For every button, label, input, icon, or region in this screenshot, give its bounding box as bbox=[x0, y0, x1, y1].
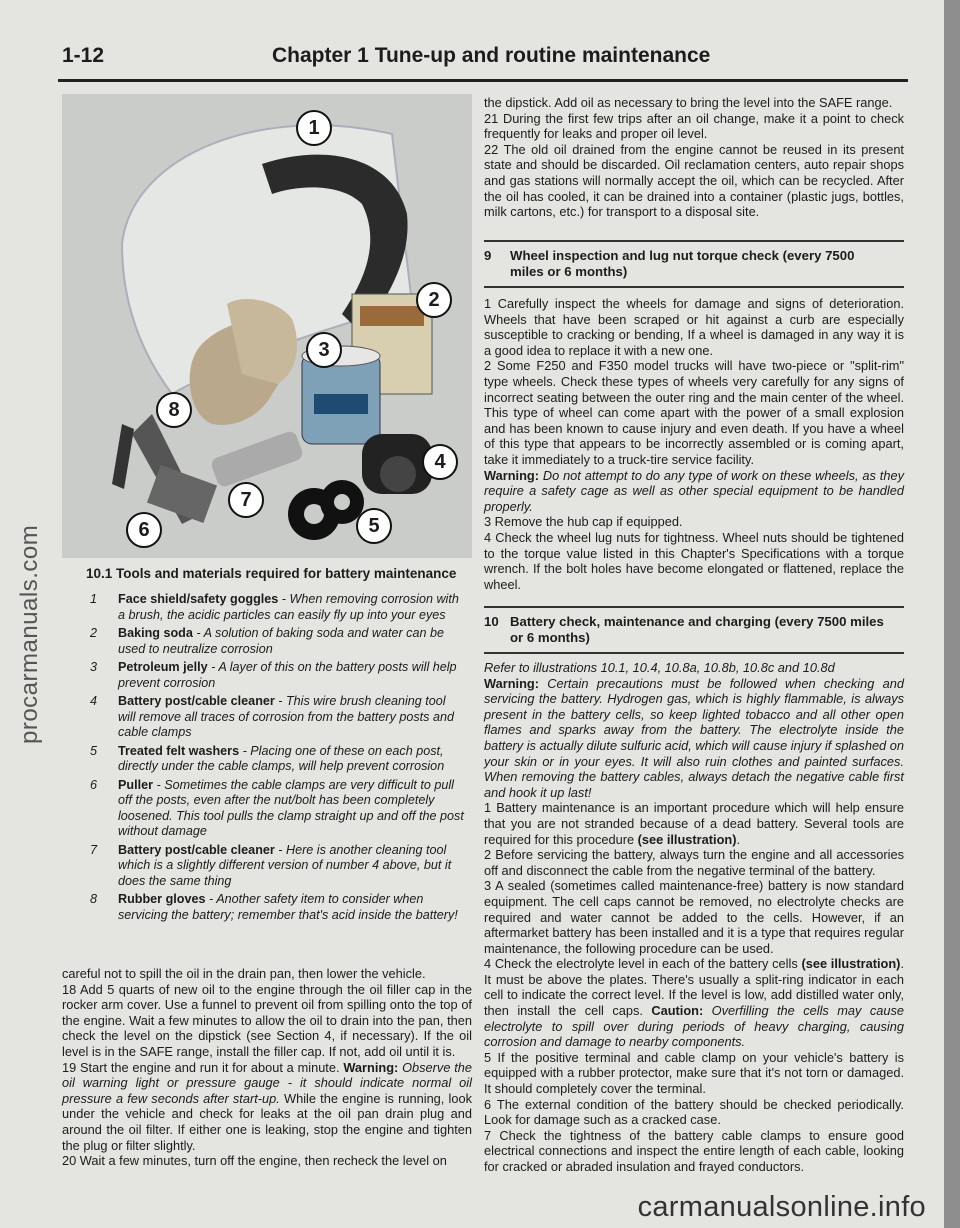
legend-item: 7 Battery post/cable cleaner - Here is another cleaning tool which is a slightly different version of number 4 above, but it does the same thing bbox=[90, 842, 452, 888]
callout-1: 1 bbox=[296, 110, 332, 146]
legend-item: 5 Treated felt washers - Placing one of these on each post, directly under the cable clamps, will help prevent corrosion bbox=[90, 743, 445, 773]
body-paragraph: 1 Battery maintenance is an important procedure which will help ensure that you are not stranded because of a dead battery. Several tools are required for this procedure (see illustration). bbox=[484, 800, 904, 847]
section-rule bbox=[484, 286, 904, 288]
legend-item: 8 Rubber gloves - Another safety item to consider when servicing the battery; remember that's acid inside the battery! bbox=[90, 892, 458, 922]
illustration-reference: Refer to illustrations 10.1, 10.4, 10.8a, 10.8b, 10.8c and 10.8d bbox=[484, 660, 835, 675]
right-column-top bbox=[484, 95, 904, 220]
body-paragraph: 2 Before servicing the battery, always turn the engine and all accessories off and disconnect the cable from the negative terminal of the battery. bbox=[484, 847, 904, 878]
callout-8: 8 bbox=[156, 392, 192, 428]
body-paragraph: 4 Check the wheel lug nuts for tightness. Wheel nuts should be tightened to the torque value listed in this Chapter's Specifications with a torque wrench. If the bolt holes have become elongated or flattened, replace the wheel. bbox=[484, 529, 904, 592]
figure-caption: 10.1 Tools and materials required for battery maintenance bbox=[86, 566, 457, 581]
callout-7: 7 bbox=[228, 482, 264, 518]
body-paragraph: 3 A sealed (sometimes called maintenance-free) battery is now standard equipment. The cell caps cannot be removed, no electrolyte checks are required and water cannot be added to the cells. However, if an aftermarket battery has been installed and it is a type that requires regular maintenance, the following procedure can be used. bbox=[484, 878, 904, 956]
tools-photo-illustration bbox=[62, 94, 472, 558]
callout-2: 2 bbox=[416, 282, 452, 318]
callout-4: 4 bbox=[422, 444, 458, 480]
body-paragraph: 7 Check the tightness of the battery cable clamps to ensure good electrical connections and inspect the entire length of each cable, looking for cracked or abraded insulation and frayed conductors. bbox=[484, 1127, 904, 1174]
section-rule bbox=[484, 606, 904, 608]
legend-item: 2 Baking soda - A solution of baking soda and water can be used to neutralize corrosion bbox=[90, 626, 444, 656]
section-rule bbox=[484, 240, 904, 242]
page-header bbox=[62, 44, 908, 68]
chapter-title: Chapter 1 Tune-up and routine maintenance bbox=[272, 44, 711, 67]
legend-item: 6 Puller - Sometimes the cable clamps are very difficult to pull off the posts, even after the nut/bolt has been completely loosened. This tool pulls the clamp straight up and off the post without damage bbox=[90, 777, 464, 838]
left-column-text bbox=[62, 966, 472, 1169]
page-edge bbox=[944, 0, 960, 1228]
body-paragraph: 18 Add 5 quarts of new oil to the engine through the oil filler cap in the rocker arm cover. Use a funnel to prevent oil from spilling onto the top of the engine. Wait a few minutes to allow the oil to drain into the pan, then check the level on the dipstick (see Section 4, if necessary). If the oil level is in the SAFE range, install the filler cap. If not, add oil until it is. bbox=[62, 981, 472, 1059]
body-paragraph: 22 The old oil drained from the engine cannot be reused in its present state and should be discarded. Oil reclamation centers, auto repair shops and gas stations will normally accept the oil, which can be recycled. After the oil has cooled, it can be drained into a container (plastic jugs, bottles, milk cartons, etc.) for transport to a disposal site. bbox=[484, 141, 904, 220]
tools-photo bbox=[62, 94, 472, 558]
legend-item: 4 Battery post/cable cleaner - This wire brush cleaning tool will remove all traces of corrosion from the battery posts and cable clamps bbox=[90, 694, 454, 739]
legend-item: 1 Face shield/safety goggles - When removing corrosion with a brush, the acidic particles can easily fly up into your eyes bbox=[90, 592, 459, 622]
body-paragraph: 1 Carefully inspect the wheels for damage and signs of deterioration. Wheels that have been scraped or hit against a curb are especially susceptible to cracking or bending, If a wheel is damaged in any way it is a good idea to replace it with a new one. bbox=[484, 296, 904, 358]
section-10-text bbox=[484, 660, 904, 1175]
warning-paragraph: Warning: Certain precautions must be followed when checking and servicing the battery. Hydrogen gas, which is highly flammable, is always present in the battery cells, so keep lighted tobacco and all other open flames and sparks away from the battery. The electrolyte inside the battery is actually dilute sulfuric acid, which will cause injury if splashed on your skin or in your eyes. It will also ruin clothes and painted surfaces. When removing the battery cables, always detach the negative cable first and hook it up last! bbox=[484, 675, 904, 800]
body-paragraph: careful not to spill the oil in the drain pan, then lower the vehicle. bbox=[62, 966, 426, 981]
body-paragraph: 19 Start the engine and run it for about a minute. Warning: Observe the oil warning light or pressure gauge - it should indicate normal oil pressure a few seconds after start-up. While the engine is running, look under the vehicle and check for leaks at the oil pan drain plug and around the oil filter. If either one is leaking, stop the engine and tighten the plug or filter slightly. bbox=[62, 1059, 473, 1153]
body-paragraph: 3 Remove the hub cap if equipped. bbox=[484, 514, 683, 530]
body-paragraph: 4 Check the electrolyte level in each of the battery cells (see illustration). It must be above the plates. There's usually a split-ring indicator in each cell to indicate the correct level. If the level is low, add distilled water only, then install the cell caps. Caution: Overfilling the cells may cause electrolyte to spill over during periods of heavy charging, causing corrosion and damage to nearby components. bbox=[484, 956, 905, 1050]
page-number: 1-12 bbox=[62, 44, 105, 67]
side-watermark: procarmanuals.com bbox=[16, 524, 43, 744]
section-10-heading: 10 Battery check, maintenance and charging (every 7500 miles or 6 months) bbox=[484, 614, 884, 645]
callout-3: 3 bbox=[306, 332, 342, 368]
body-paragraph: 5 If the positive terminal and cable clamp on your vehicle's battery is equipped with a rubber protector, make sure that it's not torn or damaged. It should completely cover the terminal. bbox=[484, 1049, 904, 1097]
legend-item: 3 Petroleum jelly - A layer of this on the battery posts will help prevent corrosion bbox=[90, 660, 457, 690]
body-paragraph: 2 Some F250 and F350 model trucks will have two-piece or "split-rim" type wheels. Check these types of wheels very carefully for any signs of incorrect seating between the outer ring and the main center of the wheel. This type of wheel can come apart with the power of a small explosion and has been known to cause injury and even death. If you have a wheel of this type that appears to be incorrectly assembled or is coming apart, take it immediately to a truck-tire service facility. bbox=[484, 358, 904, 467]
body-paragraph: 6 The external condition of the battery should be checked periodically. Look for damage such as a cracked case. bbox=[484, 1096, 904, 1128]
body-paragraph: 21 During the first few trips after an oil change, make it a point to check frequently for leaks and proper oil level. bbox=[484, 110, 904, 142]
section-rule bbox=[484, 652, 904, 654]
warning-paragraph: Warning: Do not attempt to do any type of work on these wheels, as they require a safety cage as well as other special equipment to be handled properly. bbox=[484, 467, 904, 514]
figure-legend bbox=[86, 592, 466, 926]
bottom-watermark: carmanualsonline.info bbox=[637, 1191, 926, 1223]
body-paragraph: 20 Wait a few minutes, turn off the engine, then recheck the level on bbox=[62, 1153, 447, 1169]
header-rule bbox=[58, 79, 908, 82]
body-paragraph: the dipstick. Add oil as necessary to bring the level into the SAFE range. bbox=[484, 95, 893, 110]
callout-6: 6 bbox=[126, 512, 162, 548]
callout-5: 5 bbox=[356, 508, 392, 544]
section-9-heading: 9 Wheel inspection and lug nut torque check (every 7500 miles or 6 months) bbox=[484, 248, 855, 279]
section-9-text bbox=[484, 296, 904, 592]
